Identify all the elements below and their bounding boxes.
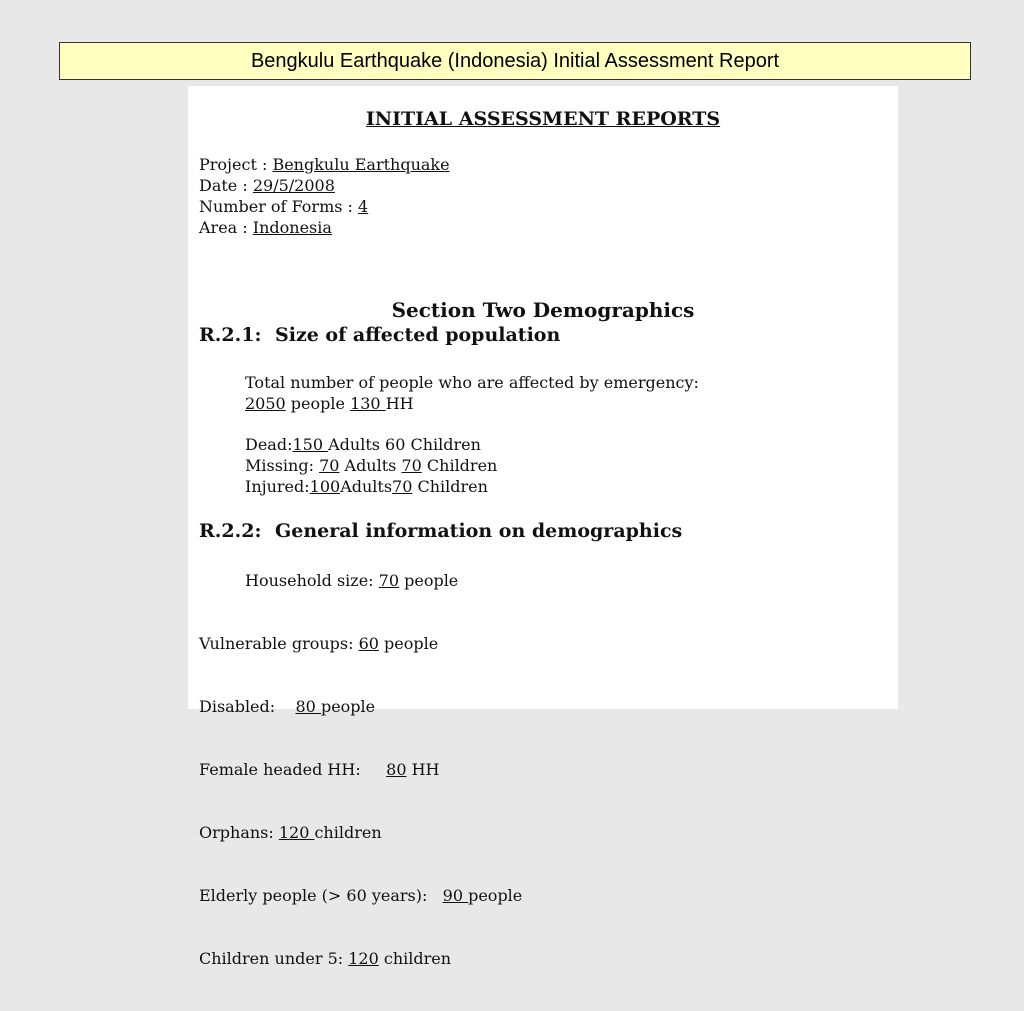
- children-under-5-line: [199, 948, 522, 969]
- injured-label: Injured:: [245, 477, 310, 496]
- r22-list: [199, 591, 522, 1011]
- forms-line: [199, 196, 450, 217]
- dead-line: [245, 434, 497, 455]
- missing-line: [245, 455, 497, 476]
- r21-heading: [199, 324, 560, 346]
- vulnerable-line: [199, 633, 522, 654]
- r22-number: R.2.2:: [199, 520, 262, 542]
- project-value: Bengkulu Earthquake: [272, 155, 450, 174]
- total-label: Total number of people who are affected by emergency:: [245, 373, 699, 392]
- missing-adults: 70: [319, 456, 340, 475]
- area-label: Area :: [199, 218, 253, 237]
- date-label: Date :: [199, 176, 253, 195]
- female-headed-label: Female headed HH:: [199, 760, 387, 779]
- project-line: [199, 154, 450, 175]
- elderly-label: Elderly people (> 60 years):: [199, 886, 443, 905]
- female-headed-line: [199, 759, 522, 780]
- section-title: Section Two Demographics: [391, 298, 695, 322]
- r21-casualties: [245, 434, 497, 497]
- hh-value: 130: [350, 394, 386, 413]
- scanned-document: [188, 86, 898, 968]
- area-value: Indonesia: [252, 218, 332, 237]
- area-line: [199, 217, 450, 238]
- vulnerable-value: 60: [358, 634, 379, 653]
- elderly-value: 90: [442, 886, 469, 905]
- household-label: Household size:: [245, 571, 379, 590]
- missing-label: Missing:: [245, 456, 320, 475]
- injured-adults: 100: [309, 477, 341, 496]
- injured-line: [245, 476, 497, 497]
- missing-end: Children: [421, 456, 498, 475]
- r22-heading: [199, 520, 682, 542]
- female-headed-unit: HH: [406, 760, 440, 779]
- disabled-label: Disabled:: [199, 697, 296, 716]
- injured-children: 70: [392, 477, 413, 496]
- orphans-value: 120: [278, 823, 315, 842]
- disabled-line: [199, 696, 522, 717]
- elderly-unit: people: [468, 886, 523, 905]
- date-line: [199, 175, 450, 196]
- children-under-5-value: 120: [348, 949, 379, 968]
- vulnerable-unit: people: [378, 634, 439, 653]
- disabled-value: 80: [295, 697, 321, 716]
- r22-title: General information on demographics: [275, 520, 683, 542]
- people-label: people: [285, 394, 351, 413]
- children-under-5-unit: children: [378, 949, 452, 968]
- document-meta: [199, 154, 450, 238]
- slide-title: [59, 42, 971, 80]
- r21-number: R.2.1:: [199, 324, 262, 346]
- vulnerable-label: Vulnerable groups:: [199, 634, 359, 653]
- orphans-label: Orphans:: [199, 823, 279, 842]
- dead-rest: Adults 60 Children: [328, 435, 481, 454]
- hh-label: HH: [385, 394, 414, 413]
- slide-title-text: Bengkulu Earthquake (Indonesia) Initial Assessment Report: [250, 49, 780, 72]
- orphans-unit: children: [314, 823, 382, 842]
- date-value: 29/5/2008: [252, 176, 335, 195]
- project-label: Project :: [199, 155, 273, 174]
- missing-children: 70: [401, 456, 422, 475]
- injured-mid: Adults: [340, 477, 393, 496]
- dead-label: Dead:: [245, 435, 293, 454]
- children-under-5-label: Children under 5:: [199, 949, 349, 968]
- forms-label: Number of Forms :: [199, 197, 359, 216]
- injured-end: Children: [412, 477, 488, 496]
- orphans-line: [199, 822, 522, 843]
- r21-totals: [245, 372, 699, 414]
- dead-adults: 150: [292, 435, 329, 454]
- household-unit: people: [399, 571, 459, 590]
- r21-title: Size of affected population: [275, 324, 561, 346]
- household-line: [245, 570, 458, 591]
- people-line: [245, 393, 699, 414]
- disabled-unit: people: [320, 697, 376, 716]
- forms-value: 4: [358, 197, 369, 216]
- document-heading: INITIAL ASSESSMENT REPORTS: [365, 108, 721, 130]
- female-headed-value: 80: [386, 760, 407, 779]
- missing-mid: Adults: [339, 456, 402, 475]
- household-value: 70: [378, 571, 400, 590]
- elderly-line: [199, 885, 522, 906]
- people-value: 2050: [245, 394, 286, 413]
